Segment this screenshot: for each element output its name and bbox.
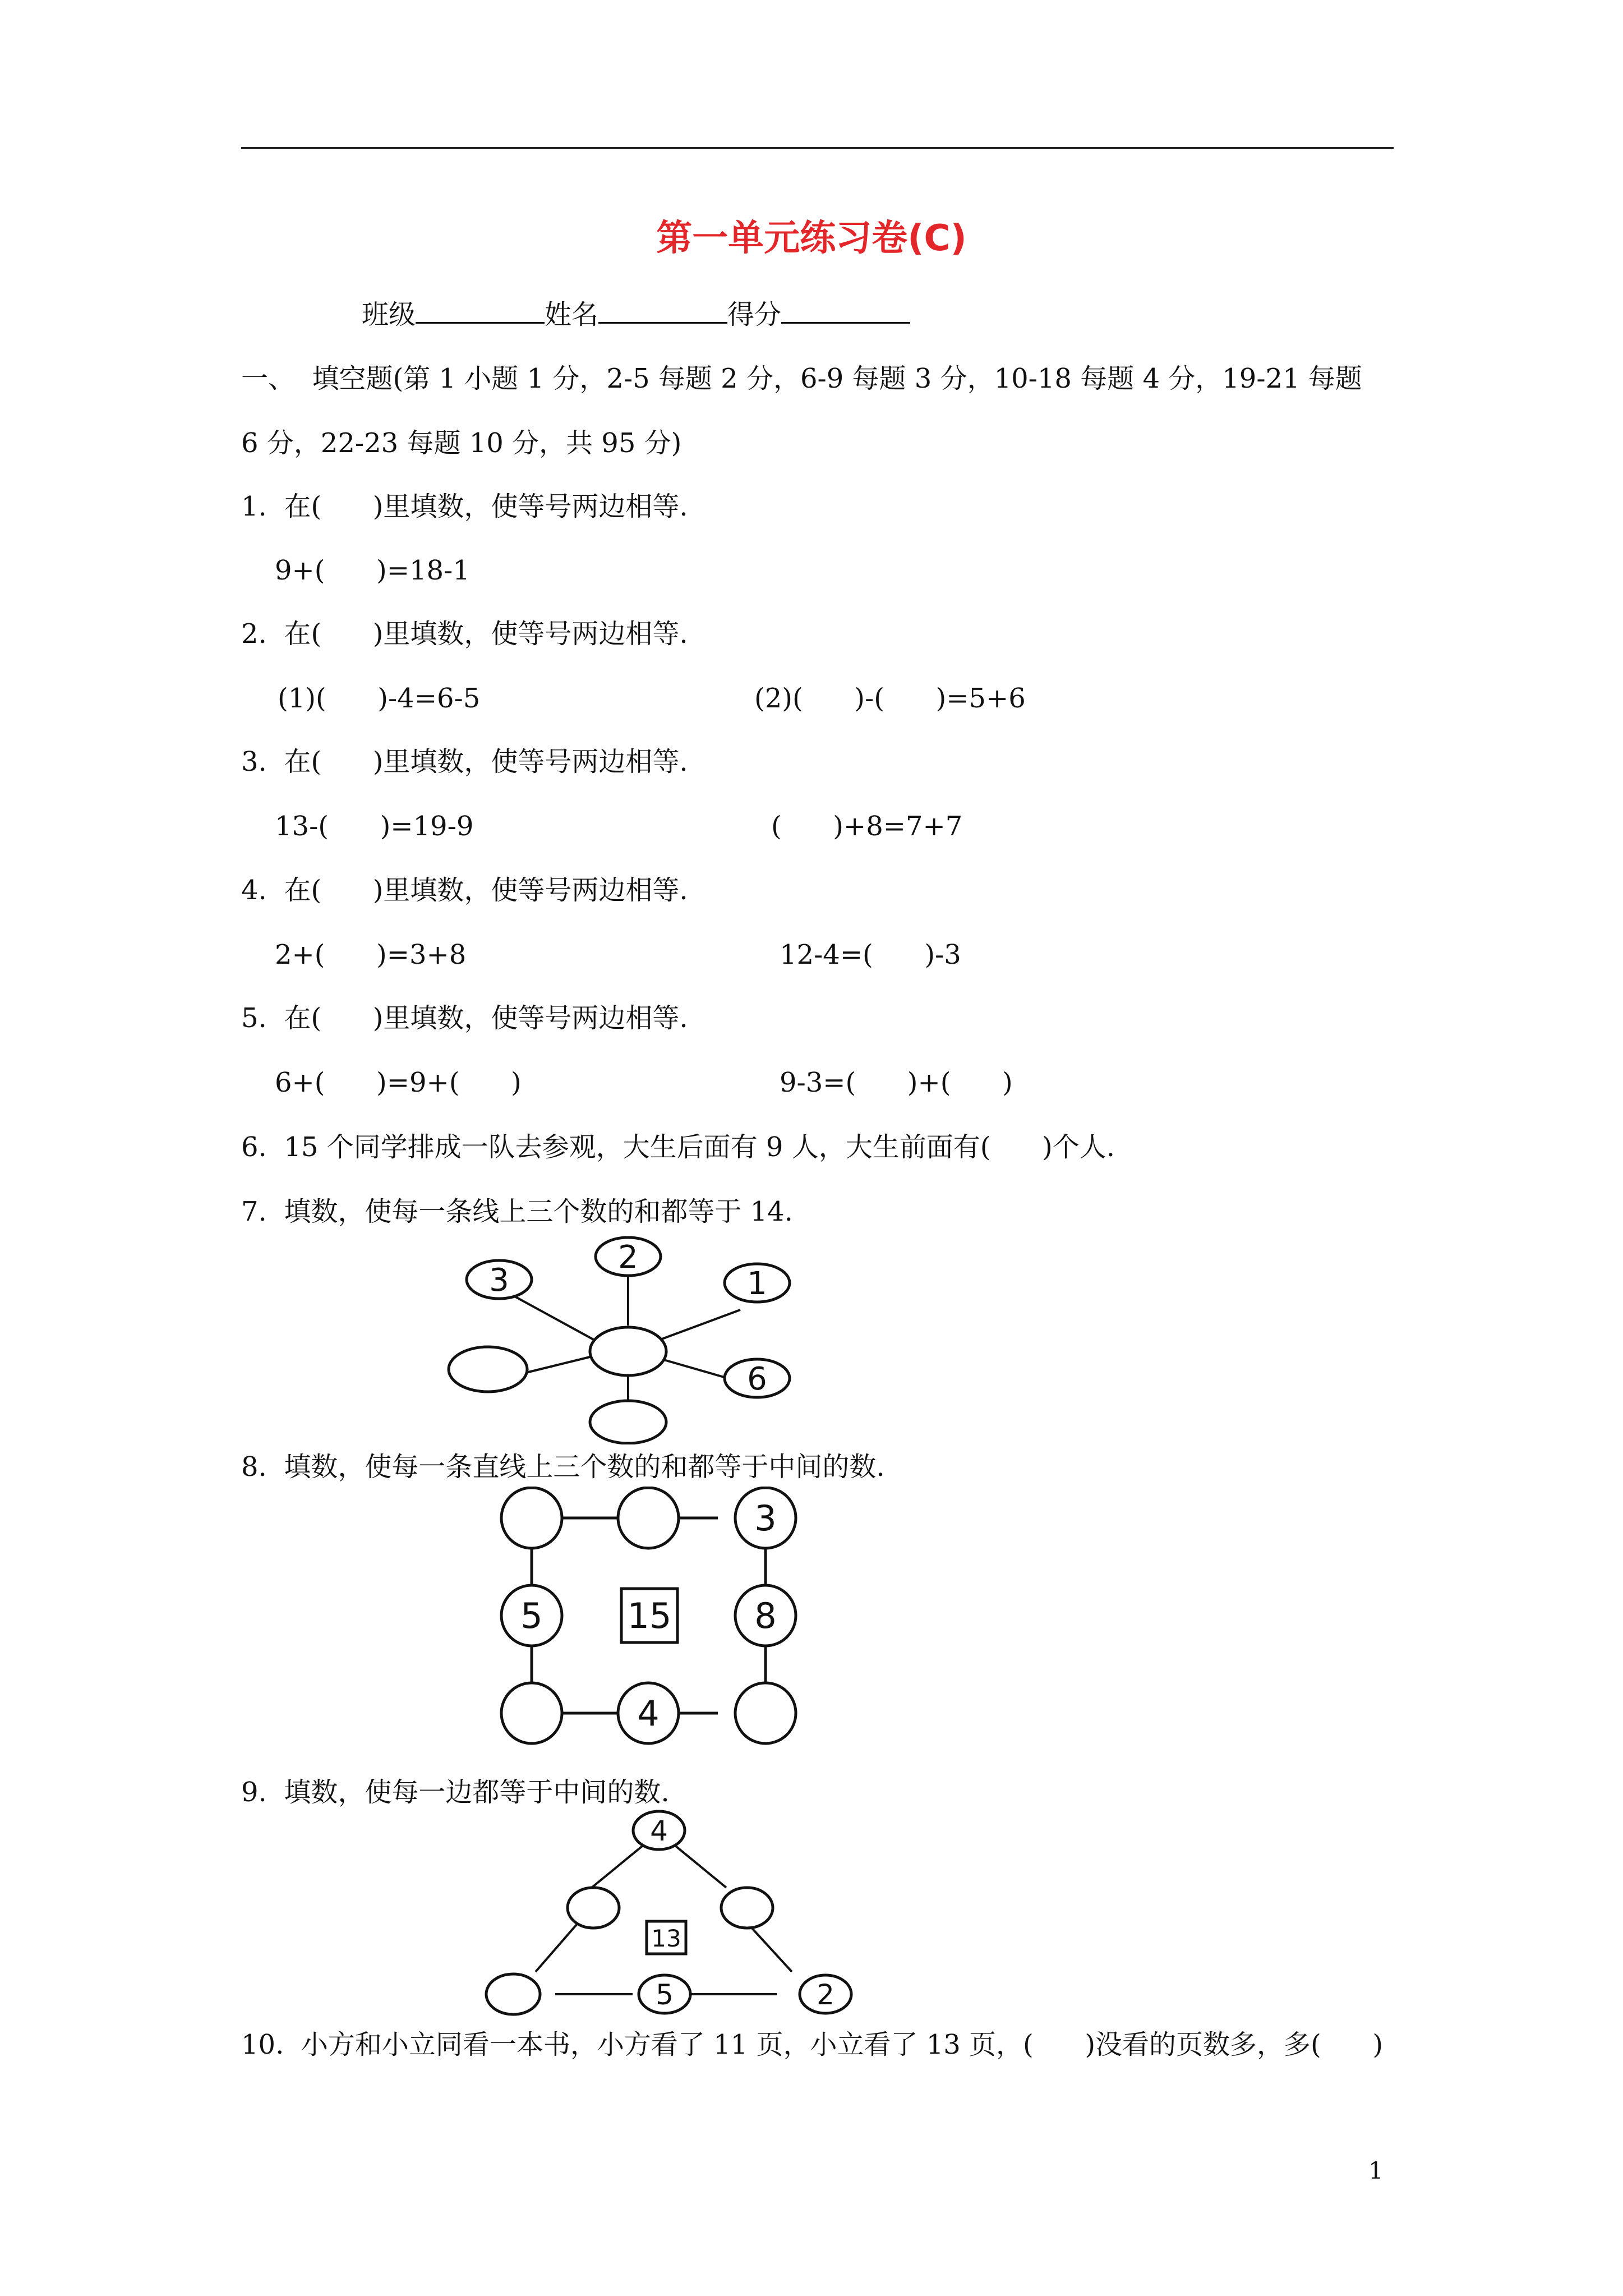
q7-line-right-down [662,1359,728,1378]
section-heading-line1: 一、 填空题(第 1 小题 1 分，2-5 每题 2 分，6-9 每题 3 分，10-18 每题 4 分，19-21 每题 [241,363,1362,394]
q8-top-mid-node [618,1488,679,1548]
q6-text: 6. 15 个同学排成一队去参观，大生后面有 9 人，大生前面有( )个人. [241,1131,1115,1163]
page-number: 1 [1368,2157,1384,2184]
q9-num-top: 4 [650,1815,668,1847]
q3-text: 3. 在( )里填数，使等号两边相等. [241,746,688,777]
q7-center-node [590,1327,666,1375]
class-label: 班级 [362,299,416,330]
q2-equation-b: (2)( )-( )=5+6 [754,683,1026,714]
score-blank [781,297,910,324]
q9-line-top-right [673,1844,726,1888]
q9-num-center: 13 [651,1925,681,1952]
q5-equation-b: 9-3=( )+( ) [780,1067,1013,1098]
score-label: 得分 [727,299,782,330]
q8-top-left-node [501,1488,562,1548]
name-blank [598,297,727,324]
q9-left-node [568,1888,619,1928]
q9-line-right-bottom [749,1925,792,1972]
q8-num-right-mid: 8 [754,1595,777,1636]
q2-text: 2. 在( )里填数，使等号两边相等. [241,618,688,650]
q8-num-left-mid: 5 [520,1595,543,1636]
q7-num-top-right: 1 [747,1266,767,1302]
q9-line-top-left [592,1844,645,1888]
q4-text: 4. 在( )里填数，使等号两边相等. [241,875,688,906]
q9-num-bottom-mid: 5 [656,1978,674,2011]
q8-num-top-right: 3 [754,1498,777,1539]
top-rule [241,147,1394,149]
q7-num-bottom-right: 6 [747,1361,767,1397]
class-blank [416,297,545,324]
q7-star-diagram [443,1231,824,1444]
q9-line-left-bottom [536,1925,577,1972]
q9-text: 9. 填数，使每一边都等于中间的数. [241,1777,670,1808]
q7-line-left-down [526,1356,594,1373]
q1-equation: 9+( )=18-1 [275,555,470,586]
header-fields [362,297,910,332]
name-label: 姓名 [545,299,599,330]
q8-num-bottom-mid: 4 [637,1693,660,1734]
q1-text: 1. 在( )里填数，使等号两边相等. [241,491,688,522]
q4-equation-b: 12-4=( )-3 [780,939,961,970]
section-heading-line2: 6 分，22-23 每题 10 分，共 95 分) [241,427,682,459]
q8-bottom-right-node [735,1683,796,1743]
q7-bottom-left-node [449,1347,527,1392]
q10-text: 10. 小方和小立同看一本书，小方看了 11 页，小立看了 13 页，( )没看的页数多，多( ) [241,2029,1384,2060]
page-title: 第一单元练习卷(C) [656,218,967,259]
q9-num-bottom-right: 2 [817,1978,834,2011]
q3-equation-a: 13-( )=19-9 [275,811,474,842]
q9-triangle-diagram [482,1809,864,2033]
q2-equation-a: (1)( )-4=6-5 [278,683,481,714]
q9-right-node [721,1888,773,1928]
q8-bottom-left-node [501,1683,562,1743]
q5-text: 5. 在( )里填数，使等号两边相等. [241,1002,688,1034]
q4-equation-a: 2+( )=3+8 [275,939,467,970]
q8-text: 8. 填数，使每一条直线上三个数的和都等于中间的数. [241,1451,885,1483]
q7-num-top: 2 [618,1239,638,1276]
q7-line-right-up [662,1310,740,1339]
q7-num-top-left: 3 [489,1262,509,1299]
q7-text: 7. 填数，使每一条线上三个数的和都等于 14. [241,1196,793,1227]
q8-square-diagram [494,1487,808,1756]
q7-bottom-node [590,1401,666,1443]
q5-equation-a: 6+( )=9+( ) [275,1067,522,1098]
q9-bottom-left-node [486,1974,540,2014]
q8-num-center: 15 [627,1595,672,1636]
q3-equation-b: ( )+8=7+7 [771,811,963,842]
